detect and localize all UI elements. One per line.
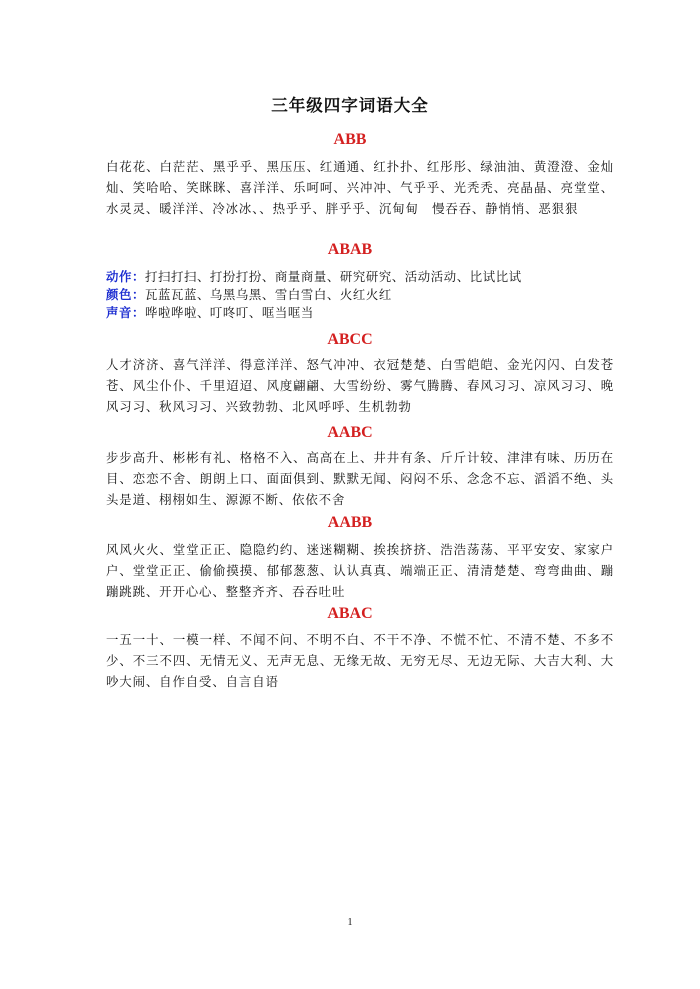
category-row-actions [106,268,626,285]
section-heading-abcc: ABCC [327,331,373,348]
section-text-aabb: 风风火火、堂堂正正、隐隐约约、迷迷糊糊、挨挨挤挤、浩浩荡荡、平平安安、家家户户、堂堂正正、偷偷摸摸、郁郁葱葱、认认真真、端端正正、清清楚楚、弯弯曲曲、蹦蹦跳跳、开开心心、整整齐齐、吞吞吐吐 [106,542,614,599]
category-label-actions: 动作： [106,269,145,284]
section-heading-abab: ABAB [327,241,373,258]
section-text-abcc: 人才济济、喜气洋洋、得意洋洋、怒气冲冲、衣冠楚楚、白雪皑皑、金光闪闪、白发苍苍、风尘仆仆、千里迢迢、风度翩翩、大雪纷纷、雾气腾腾、春风习习、凉风习习、晚风习习、秋风习习、兴致勃勃、北风呼呼、生机勃勃 [106,357,614,414]
section-heading-aabb: AABB [327,514,373,531]
section-heading-abb: ABB [333,131,367,148]
section-text-abb: 白花花、白茫茫、黑乎乎、黑压压、红通通、红扑扑、红彤彤、绿油油、黄澄澄、金灿灿、笑哈哈、笑眯眯、喜洋洋、乐呵呵、兴冲冲、气乎乎、光秃秃、亮晶晶、亮堂堂、水灵灵、暖洋洋、冷冰冰、、热乎乎、胖乎乎、沉甸甸 慢吞吞、静悄悄、恶狠狠 [106,159,614,216]
section-text-aabc: 步步高升、彬彬有礼、格格不入、高高在上、井井有条、斤斤计较、津津有味、历历在目、恋恋不舍、朗朗上口、面面俱到、默默无闻、闷闷不乐、念念不忘、滔滔不绝、头头是道、栩栩如生、源源不断、依依不舍 [106,450,614,507]
category-text-actions: 打扫打扫、打扮打扮、商量商量、研究研究、活动活动、比试比试 [144,269,522,284]
category-label-sounds: 声音： [106,305,145,320]
section-heading-abac: ABAC [327,605,373,622]
section-text-abac: 一五一十、一模一样、不闻不问、不明不白、不干不净、不慌不忙、不清不楚、不多不少、不三不四、无情无义、无声无息、无缘无故、无穷无尽、无边无际、大吉大利、大吵大闹、自作自受、自言自语 [106,632,614,689]
category-row-colors [106,286,626,303]
section-heading-aabc: AABC [327,424,373,441]
document-title: 三年级四字词语大全 [271,96,429,115]
page-number: 1 [347,917,353,928]
category-text-sounds: 哗啦哗啦、叮咚叮、哐当哐当 [144,305,314,320]
category-label-colors: 颜色： [106,287,145,302]
category-row-sounds [106,304,626,321]
category-text-colors: 瓦蓝瓦蓝、乌黑乌黑、雪白雪白、火红火红 [144,287,392,302]
